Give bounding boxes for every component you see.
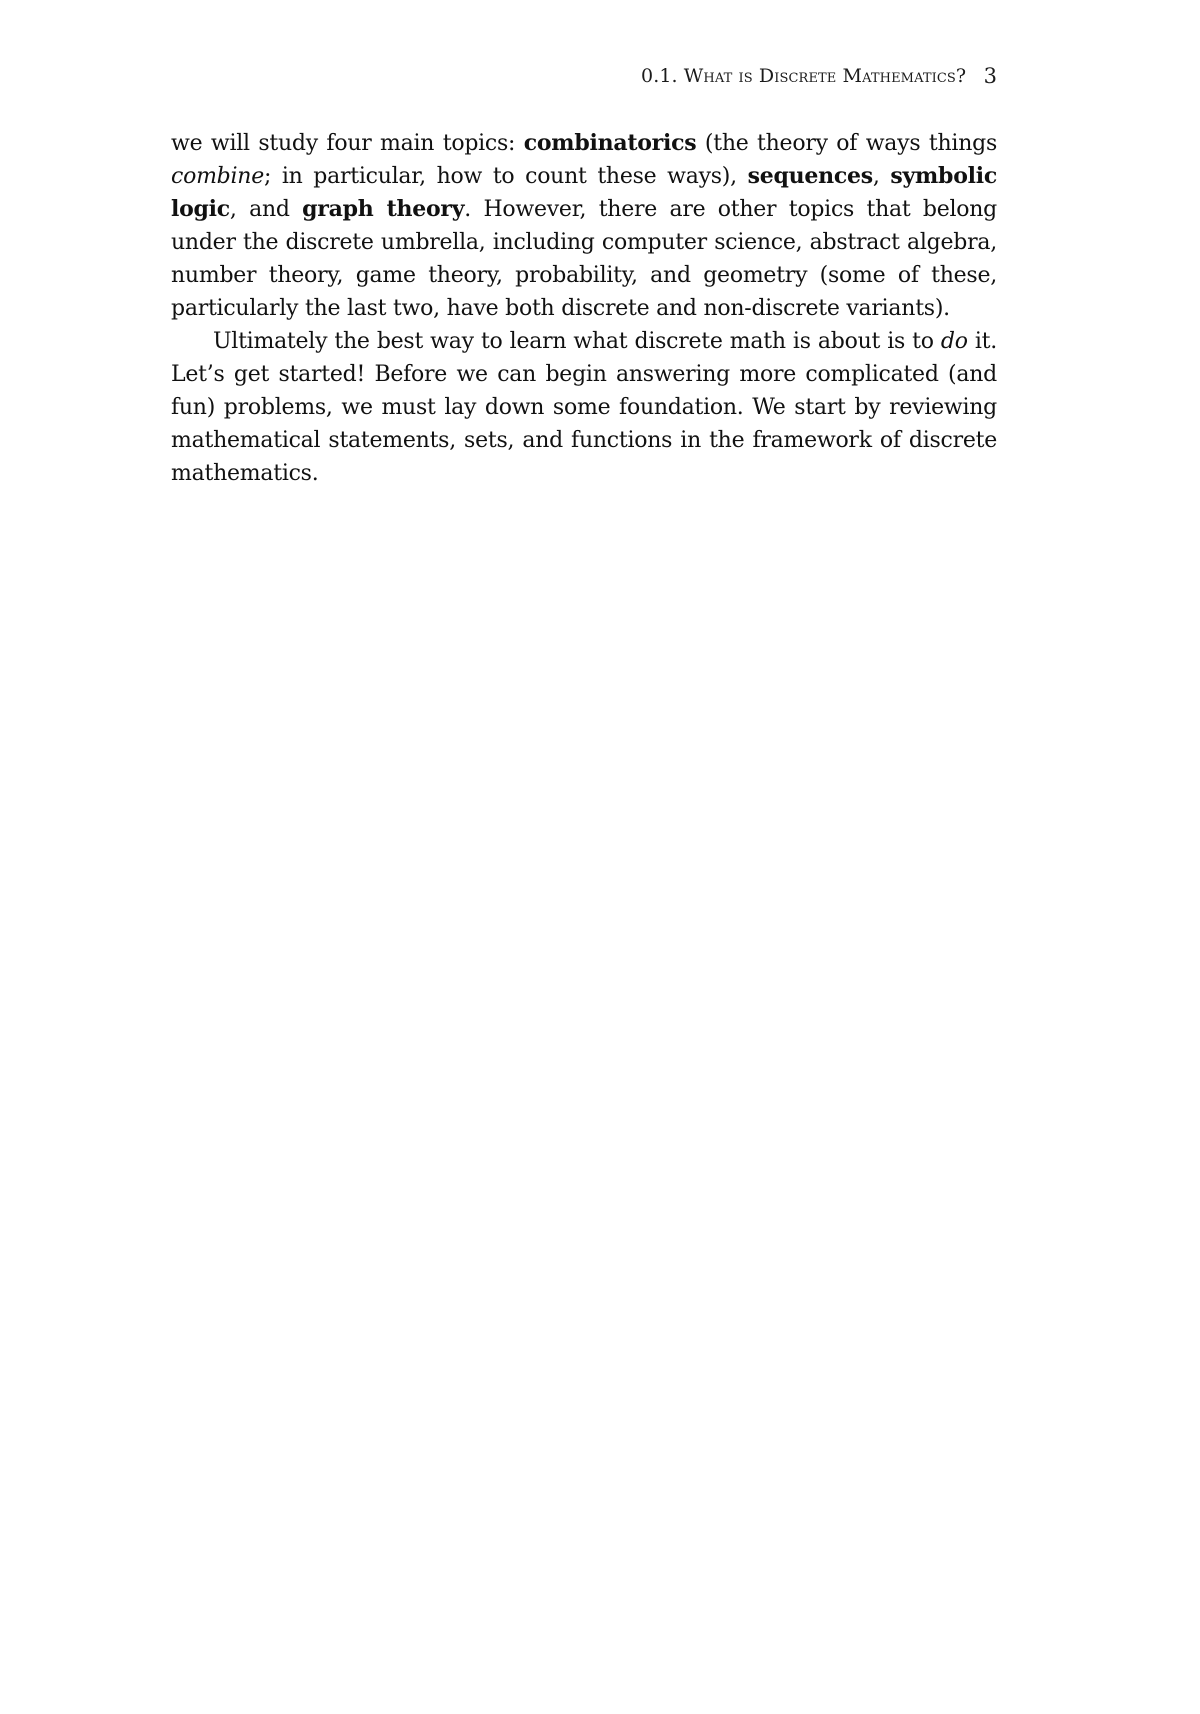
term-sequences: sequences	[747, 163, 873, 189]
paragraph-2-text-1: Ultimately the best way to learn what discrete math is about is to	[213, 329, 941, 354]
running-head	[641, 61, 997, 91]
term-graph-theory: graph theory	[302, 196, 465, 222]
running-head-section-title: 0.1. What is Discrete Mathematics?	[641, 65, 967, 87]
paragraph-1-text-3: ; in particular, how to count these ways),	[264, 164, 748, 189]
paragraph-1-text-1: we will study four main topics:	[171, 131, 524, 156]
page-number: 3	[983, 64, 997, 88]
term-combinatorics: combinatorics	[523, 130, 697, 156]
paragraph-1-text-2: (the theory of ways things	[696, 131, 997, 156]
paragraph-main-topics	[171, 127, 997, 325]
paragraph-1-text-5: , and	[229, 197, 303, 222]
emphasis-combine: combine	[171, 164, 264, 189]
paragraph-getting-started	[171, 325, 997, 490]
paragraph-2-text-2: it. Let’s get started! Before we can begin answering more complicated (and fun) problems, we must lay down some foundation. We start by reviewing mathematical statements, sets, and functions in the framework of discrete mathematics.	[171, 329, 997, 486]
paragraph-1-text-6: . However, there are other topics that belong under the discrete umbrella, including computer science, abstract algebra, number theory, game theory, probability, and geometry (some of these, particularly the last two, have both discrete and non-discrete variants).	[171, 197, 997, 321]
body-text	[171, 127, 997, 490]
term-symbolic-logic: symbolic logic	[171, 163, 997, 222]
emphasis-do: do	[940, 329, 968, 354]
paragraph-1-text-4: ,	[872, 164, 891, 189]
